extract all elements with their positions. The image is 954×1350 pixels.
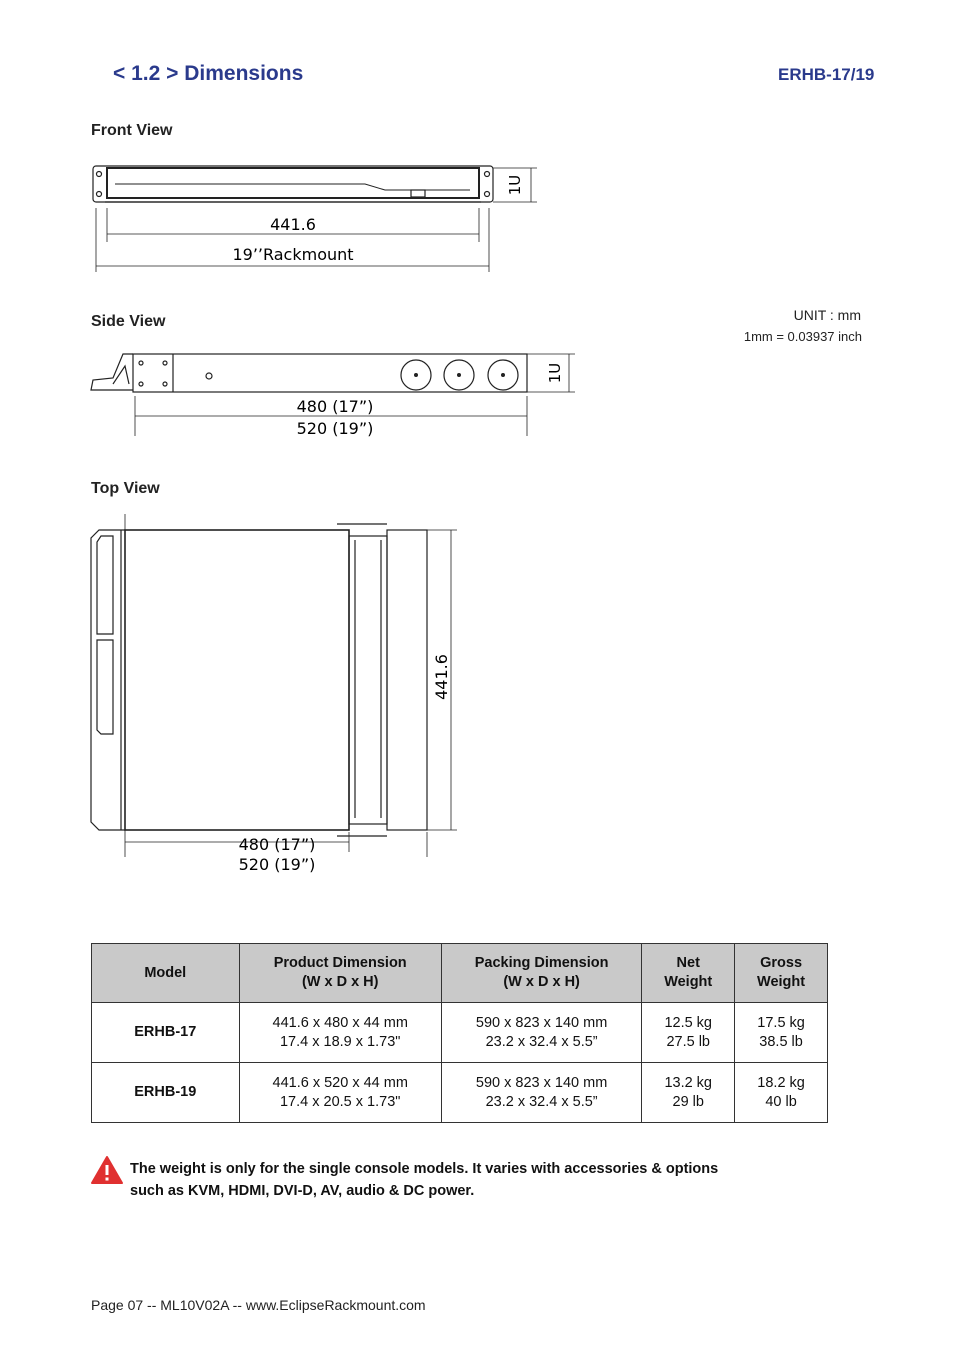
cell-packing-dimension: 590 x 823 x 140 mm 23.2 x 32.4 x 5.5”: [441, 1003, 641, 1063]
front-view-label: Front View: [91, 122, 173, 139]
side-height-label: 1U: [546, 362, 564, 384]
table-row: [92, 1003, 828, 1063]
cell-model: ERHB-19: [92, 1063, 240, 1123]
page-title: < 1.2 > Dimensions: [113, 62, 304, 85]
side-depth-label-1: 480 (17”): [296, 397, 374, 416]
front-width-label: 441.6: [270, 215, 316, 234]
header-net: Net Weight: [642, 944, 735, 1003]
top-view-label: Top View: [91, 480, 160, 497]
warning-icon: [90, 1155, 124, 1185]
unit-conversion: 1mm = 0.03937 inch: [743, 329, 862, 344]
front-height-label: 1U: [506, 174, 524, 196]
warning-text: The weight is only for the single console models. It varies with accessories & options such as KVM, HDMI, DVI-D, AV, audio & DC power.: [130, 1161, 719, 1199]
unit-label: UNIT : mm: [793, 307, 861, 323]
cell-net-weight: 12.5 kg 27.5 lb: [642, 1003, 735, 1063]
cell-product-dimension: 441.6 x 520 x 44 mm 17.4 x 20.5 x 1.73": [239, 1063, 441, 1123]
spec-table: [91, 943, 828, 1123]
cell-net-weight: 13.2 kg 29 lb: [642, 1063, 735, 1123]
table-header-row: [92, 944, 828, 1003]
top-depth-label-2: 520 (19”): [238, 855, 316, 874]
header-product: Product Dimension (W x D x H): [239, 944, 441, 1003]
top-width-label: 441.6: [432, 654, 451, 700]
header-packing: Packing Dimension (W x D x H): [441, 944, 641, 1003]
table-row: [92, 1063, 828, 1123]
top-depth-label-1: 480 (17”): [238, 835, 316, 854]
cell-model: ERHB-17: [92, 1003, 240, 1063]
side-view-drawing: [85, 348, 585, 440]
cell-packing-dimension: 590 x 823 x 140 mm 23.2 x 32.4 x 5.5”: [441, 1063, 641, 1123]
header-gross: Gross Weight: [735, 944, 828, 1003]
header-model: Model: [92, 944, 240, 1003]
side-view-label: Side View: [91, 313, 166, 330]
front-rack-label: 19’’Rackmount: [232, 245, 354, 264]
model-tag: ERHB-17/19: [778, 65, 875, 84]
side-depth-label-2: 520 (19”): [296, 419, 374, 438]
front-view-drawing: [85, 160, 555, 280]
cell-gross-weight: 18.2 kg 40 lb: [735, 1063, 828, 1123]
cell-product-dimension: 441.6 x 480 x 44 mm 17.4 x 18.9 x 1.73": [239, 1003, 441, 1063]
page-footer: Page 07 -- ML10V02A -- www.EclipseRackmount.com: [91, 1297, 426, 1313]
cell-gross-weight: 17.5 kg 38.5 lb: [735, 1003, 828, 1063]
top-view-drawing: [85, 512, 465, 877]
